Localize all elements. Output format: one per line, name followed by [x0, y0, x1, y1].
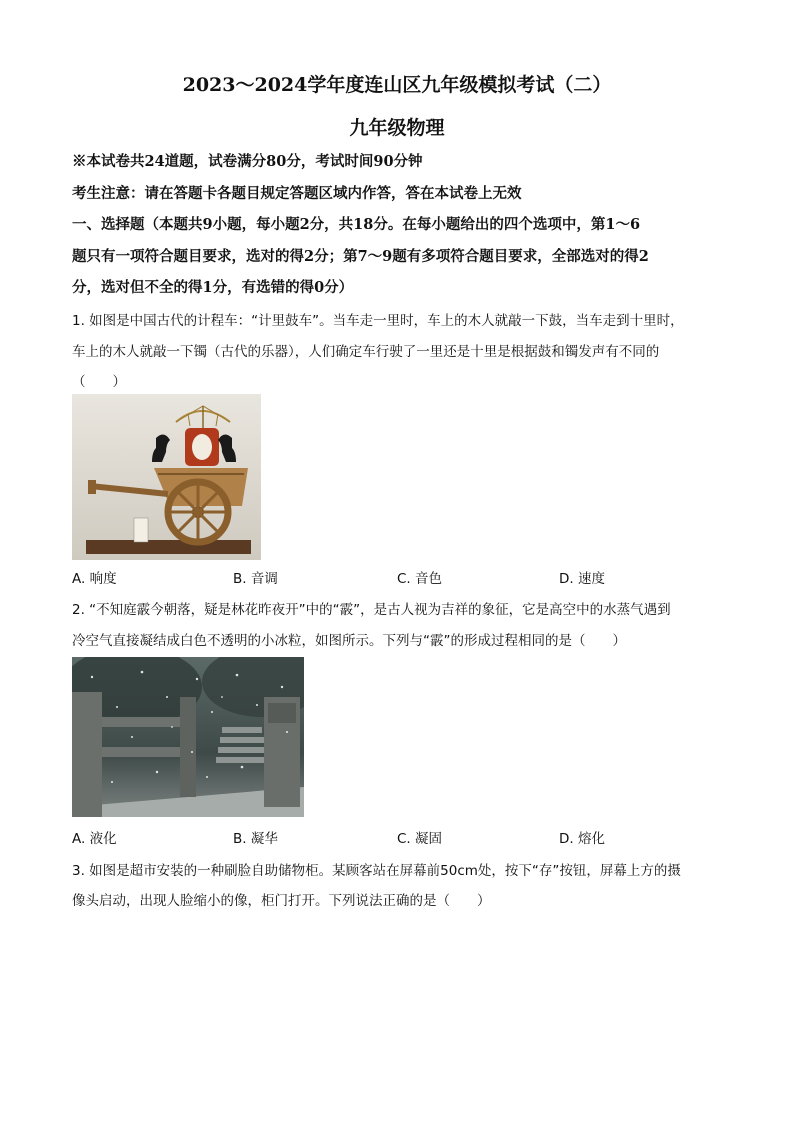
- section1-line-1: 一、选择题（本题共9小题，每小题2分，共18分。在每小题给出的四个选项中，第1～6: [72, 216, 641, 233]
- snow-scene-image: [72, 657, 304, 817]
- exam-subtitle: 九年级物理: [349, 117, 445, 139]
- question1-options: [72, 567, 732, 587]
- question2-line-1: 2. “不知庭霰今朝落，疑是林花昨夜开”中的“霰”，是古人视为吉祥的象征，它是高空中的水蒸气遇到: [72, 602, 671, 618]
- option-a[interactable]: A. 响度: [72, 571, 117, 587]
- option-b[interactable]: B. 凝华: [233, 831, 278, 847]
- question3-line-1: 3. 如图是超市安装的一种刷脸自助储物柜。某顾客站在屏幕前50cm处，按下“存”按钮，屏幕上方的摄: [72, 863, 681, 879]
- section1-line-3: 分，选对但不全的得1分，有选错的得0分）: [72, 279, 354, 296]
- option-b[interactable]: B. 音调: [233, 571, 278, 587]
- exam-attention-note: 考生注意：请在答题卡各题目规定答题区域内作答，答在本试卷上无效: [72, 185, 522, 202]
- question1-line-3: （ ）: [72, 374, 126, 390]
- option-d[interactable]: D. 熔化: [559, 831, 605, 847]
- question2-options: [72, 827, 732, 847]
- drum-cart-image: [72, 394, 261, 560]
- question1-line-1: 1. 如图是中国古代的计程车：“计里鼓车”。当车走一里时，车上的木人就敲一下鼓，当车走到十里时，: [72, 313, 684, 329]
- option-d[interactable]: D. 速度: [559, 571, 605, 587]
- exam-info-note: ※本试卷共24道题，试卷满分80分，考试时间90分钟: [72, 153, 423, 170]
- question2-line-2: 冷空气直接凝结成白色不透明的小冰粒，如图所示。下列与“霰”的形成过程相同的是（ ）: [72, 633, 626, 649]
- exam-title: 2023～2024学年度连山区九年级模拟考试（二）: [182, 74, 612, 96]
- question1-line-2: 车上的木人就敲一下镯（古代的乐器），人们确定车行驶了一里还是十里是根据鼓和镯发声有不同的: [72, 344, 660, 360]
- option-a[interactable]: A. 液化: [72, 831, 117, 847]
- section1-line-2: 题只有一项符合题目要求，选对的得2分；第7～9题有多项符合题目要求，全部选对的得2: [72, 248, 649, 265]
- question3-line-2: 像头启动，出现人脸缩小的像，柜门打开。下列说法正确的是（ ）: [72, 893, 491, 909]
- option-c[interactable]: C. 音色: [397, 571, 443, 587]
- option-c[interactable]: C. 凝固: [397, 831, 443, 847]
